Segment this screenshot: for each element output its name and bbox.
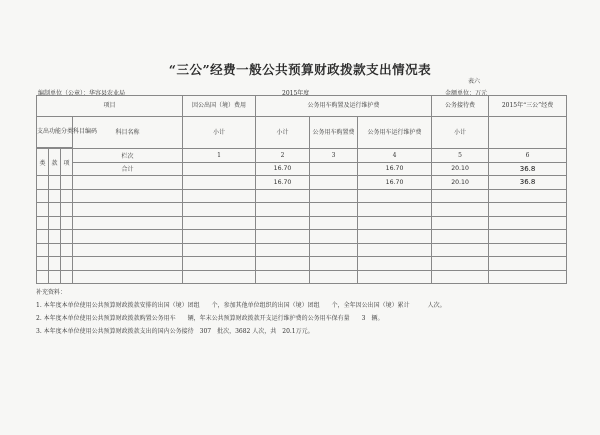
- notes-heading: 补充资料：: [36, 289, 67, 296]
- money-unit-label: 金额单位：万元: [445, 90, 488, 97]
- header-project: 项目: [37, 96, 183, 117]
- cell-xiang: 项: [61, 149, 73, 176]
- header-vehicle-group: 公务用车购置及运行维护费: [256, 96, 432, 117]
- supplementary-notes: [36, 286, 446, 338]
- row-name: [73, 176, 183, 190]
- row-name: 栏次: [73, 149, 183, 163]
- row-name: 合计: [73, 162, 183, 176]
- row-c5: 20.10: [432, 176, 489, 190]
- row-c6: 6: [489, 149, 567, 163]
- row-c2: 16.70: [256, 162, 310, 176]
- expense-table: [36, 95, 567, 284]
- table-row: [37, 189, 567, 203]
- org-unit-label: 编制单位（公章）：华容县农业局: [38, 90, 126, 97]
- row-c5: 20.10: [432, 162, 489, 176]
- row-c1: [183, 162, 256, 176]
- row-c5: 5: [432, 149, 489, 163]
- cell-kuan: 款: [49, 149, 61, 176]
- table-row: [37, 162, 567, 176]
- header-vehicle-purchase: 公务用车购置费: [310, 117, 358, 149]
- header-three-public-blank: [489, 117, 567, 149]
- table-row: [37, 270, 567, 284]
- row-c3: [310, 162, 358, 176]
- row-c4: 4: [358, 149, 432, 163]
- row-c2: 2: [256, 149, 310, 163]
- table-row: [37, 243, 567, 257]
- header-subtotal-outbound: 小计: [183, 117, 256, 149]
- header-subtotal-reception: 小计: [432, 117, 489, 149]
- year-label: 2015年度: [282, 90, 310, 97]
- row-c3: 3: [310, 149, 358, 163]
- row-c4: 16.70: [358, 176, 432, 190]
- header-reception: 公务接待费: [432, 96, 489, 117]
- note-1: 1. 本年度本单位使用公共预算财政拨款安排的出国（境）团组 个，参加其他单位组织的出国（境）团组 个，全年因公出国（境）累计 人次。: [36, 302, 446, 309]
- row-c3: [310, 176, 358, 190]
- table-row: [37, 257, 567, 271]
- table-row: [37, 203, 567, 217]
- table-row: [37, 176, 567, 190]
- note-2: 2. 本年度本单位使用公共预算财政拨款购置公务用车 辆，年末公共预算财政拨款开支运行维护费的公务用车保有量 3 辆。: [36, 315, 384, 322]
- note-3: 3. 本年度本单位使用公共预算财政拨款支出的国内公务接待 307 批次，3682 人次，共 20.1万元。: [36, 328, 314, 335]
- cell-lei: 类: [37, 149, 49, 176]
- header-subject-name: 科目名称: [73, 117, 183, 149]
- row-c1: [183, 176, 256, 190]
- header-three-public: 2015年“三公”经费: [489, 96, 567, 117]
- table-number: 表六: [468, 78, 481, 85]
- header-vehicle-maint: 公务用车运行维护费: [358, 117, 432, 149]
- header-subtotal-vehicle: 小计: [256, 117, 310, 149]
- table-row: [37, 216, 567, 230]
- page-title: “三公”经费一般公共预算财政拨款支出情况表: [168, 62, 432, 77]
- row-c2: 16.70: [256, 176, 310, 190]
- table-row: [37, 149, 567, 163]
- row-c6: 36.8: [489, 162, 567, 176]
- table-row: [37, 230, 567, 244]
- header-func-code: 支出功能分类科目编码: [37, 117, 73, 148]
- row-c4: 16.70: [358, 162, 432, 176]
- row-c6: 36.8: [489, 176, 567, 190]
- header-outbound: 因公出国（境）费用: [183, 96, 256, 117]
- row-c1: 1: [183, 149, 256, 163]
